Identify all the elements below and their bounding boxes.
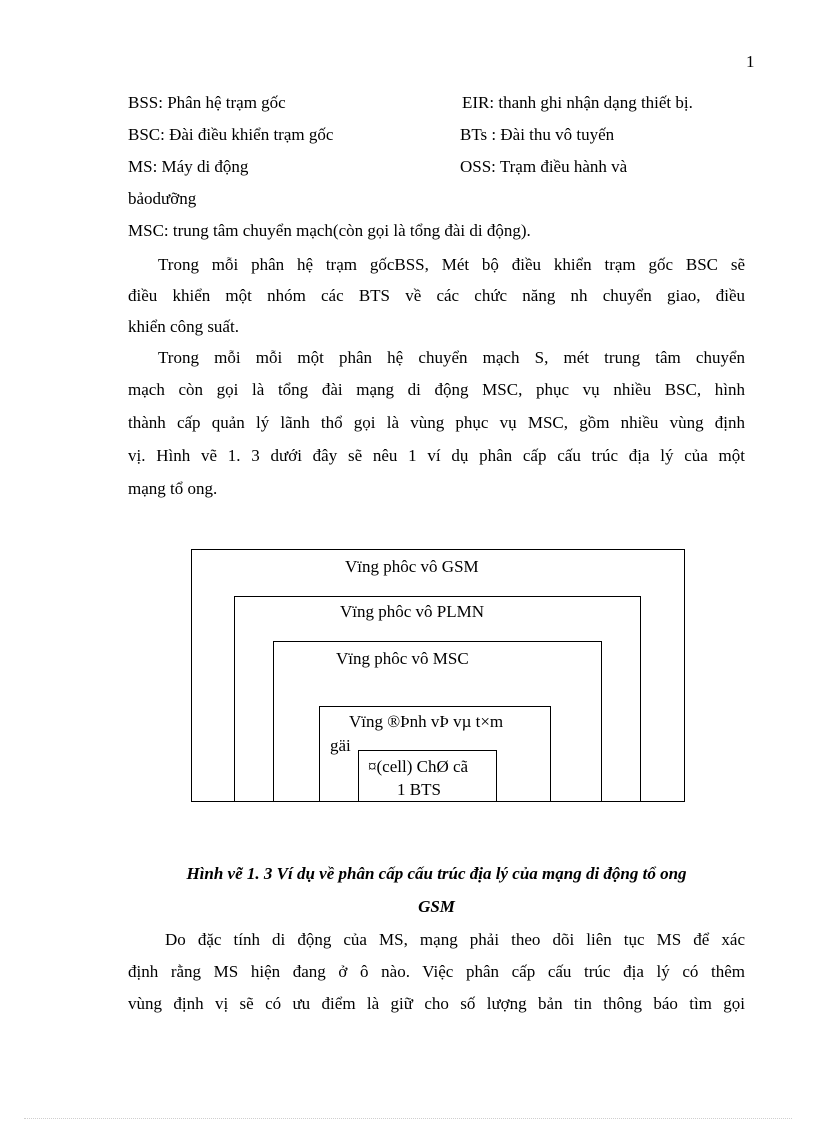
figure-caption: Hình vẽ 1. 3 Ví dụ về phân cấp cấu trúc địa lý của mạng di động tổ ong — [186, 864, 687, 883]
paragraph3-line: Do đặc tính di động của MS, mạng phải theo dõi liên tục MS để xác — [165, 930, 745, 949]
figure-caption-continued: GSM — [418, 897, 455, 916]
location-area-label: Vïng ®Þnh vÞ vµ t×m — [349, 712, 504, 731]
cell-label-continued: 1 BTS — [397, 780, 441, 799]
paragraph2-line: thành cấp quản lý lãnh thổ gọi là vùng phục vụ MSC, gồm nhiều vùng định — [128, 413, 745, 432]
abbr-ms: MS: Máy di động — [128, 157, 249, 176]
paragraph2-line: mạng tổ ong. — [128, 479, 218, 498]
paragraph3-line: vùng định vị sẽ có ưu điểm là giữ cho số lượng bản tin thông báo tìm gọi — [128, 994, 745, 1013]
plmn-service-area-label: Vïng phôc vô PLMN — [340, 602, 485, 621]
gsm-service-area-label: Vïng phôc vô GSM — [345, 557, 479, 576]
paragraph2-line: Trong mỗi mỗi một phân hệ chuyển mạch S, mét trung tâm chuyển — [158, 348, 745, 367]
abbr-msc: MSC: trung tâm chuyển mạch(còn gọi là tổng đài di động). — [128, 221, 531, 240]
abbr-eir: EIR: thanh ghi nhận dạng thiết bị. — [462, 93, 693, 112]
paragraph1-line: Trong mỗi phân hệ trạm gốcBSS, Mét bộ điều khiển trạm gốc BSC sẽ — [158, 255, 745, 274]
abbr-oss: OSS: Trạm điều hành và — [460, 157, 628, 176]
paragraph3-line: định rằng MS hiện đang ở ô nào. Việc phân cấp cấu trúc địa lý có thêm — [128, 962, 745, 981]
paragraph1-line: khiển công suất. — [128, 317, 239, 336]
abbr-bts: BTs : Đài thu vô tuyến — [460, 125, 615, 144]
page-bottom-rule — [24, 1118, 792, 1119]
location-area-label-continued: gäi — [330, 736, 351, 755]
abbr-bsc: BSC: Đài điều khiển trạm gốc — [128, 125, 334, 144]
cell-label: ¤(cell) ChØ cã — [368, 757, 469, 776]
page-number: 1 — [746, 52, 755, 71]
paragraph2-line: vị. Hình vẽ 1. 3 dưới đây sẽ nêu 1 ví dụ phân cấp cấu trúc địa lý của một — [128, 446, 745, 465]
abbr-oss-continued: bảodưỡng — [128, 189, 197, 208]
paragraph1-line: điều khiển một nhóm các BTS về các chức năng nh chuyển giao, điều — [128, 286, 745, 305]
paragraph2-line: mạch còn gọi là tổng đài mạng di động MSC, phục vụ nhiều BSC, hình — [128, 380, 745, 399]
abbr-bss: BSS: Phân hệ trạm gốc — [128, 93, 286, 112]
msc-service-area-label: Vïng phôc vô MSC — [336, 649, 469, 668]
